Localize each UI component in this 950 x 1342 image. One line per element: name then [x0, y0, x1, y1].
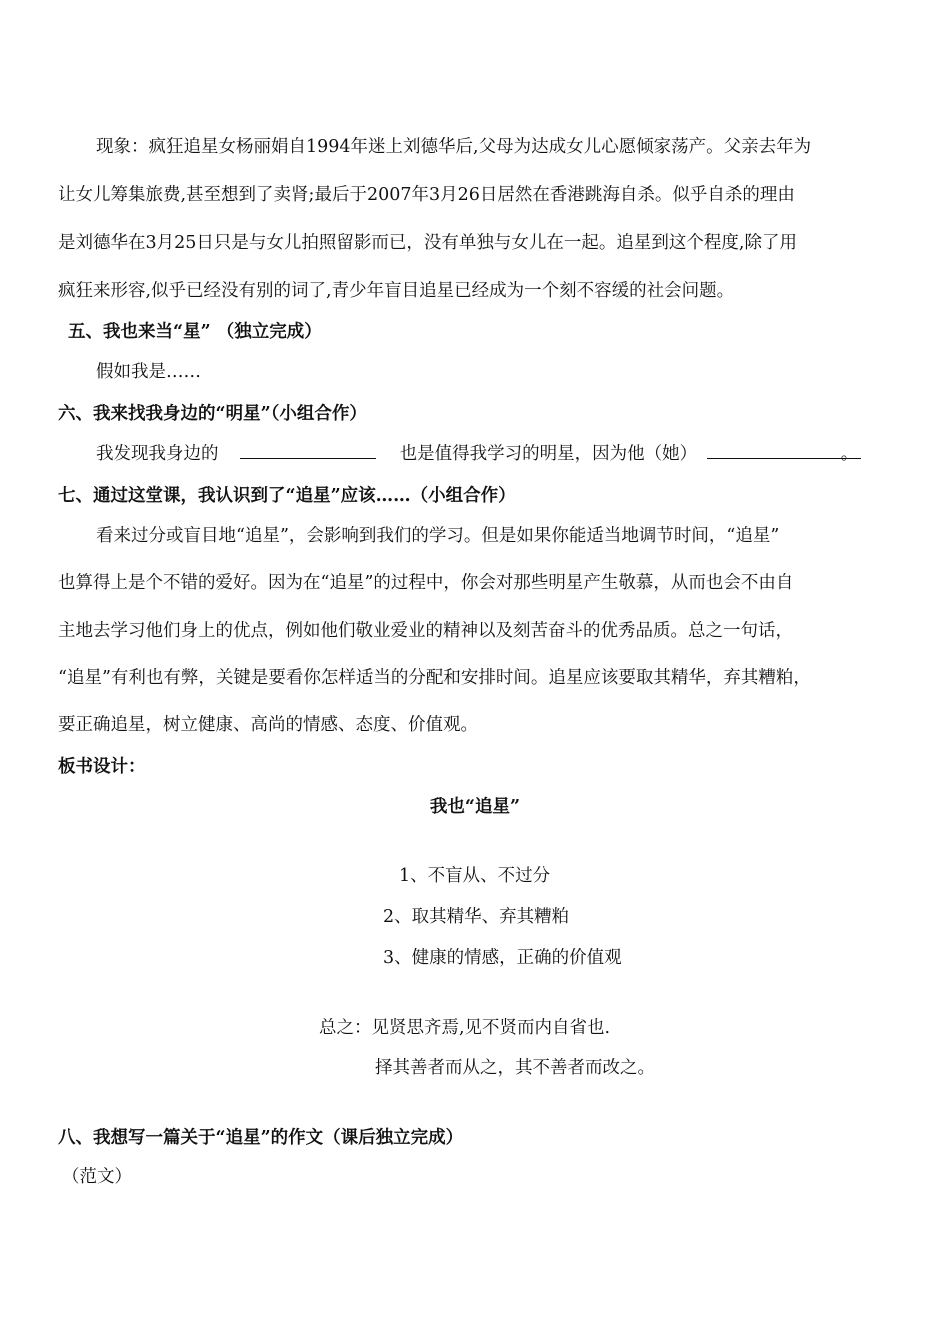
summary-line-1: 见贤思齐焉,见不贤而内自省也.	[371, 1018, 611, 1038]
section7-line-3: 主地去学习他们身上的优点，例如他们敬业爱业的精神以及刻苦奋斗的优秀品质。总之一句话，	[58, 621, 793, 641]
section8-heading: 八、我想写一篇关于“追星”的作文（课后独立完成）	[58, 1128, 464, 1148]
fill-blank-name[interactable]	[240, 440, 376, 459]
board-item-2: 2、取其精华、弃其糟粕	[383, 907, 570, 927]
section6-part2: 也是值得我学习的明星，因为他（她）	[399, 444, 698, 464]
section8-note: （范文）	[62, 1167, 132, 1187]
section6-sentence	[58, 440, 892, 465]
board-summary	[319, 1014, 892, 1039]
board-label: 板书设计：	[58, 757, 146, 777]
section6-part1: 我发现我身边的	[96, 444, 219, 464]
phenomenon-line-2: 让女儿筹集旅费,甚至想到了卖肾;最后于2007年3月26日居然在香港跳海自杀。似乎自杀的理由	[58, 185, 795, 205]
section5-heading: 五、我也来当“星” （独立完成）	[68, 322, 322, 342]
section6-heading: 六、我来找我身边的“明星”（小组合作）	[58, 404, 367, 424]
board-item-3: 3、健康的情感，正确的价值观	[383, 948, 622, 968]
section7-line-5: 要正确追星，树立健康、高尚的情感、态度、价值观。	[58, 715, 478, 735]
phenomenon-line-1: 现象：疯狂追星女杨丽娟自1994年迷上刘德华后,父母为达成女儿心愿倾家荡产。父亲去年为	[96, 137, 812, 157]
section5-text: 假如我是……	[96, 362, 201, 382]
section7-line-2: 也算得上是个不错的爱好。因为在“追星”的过程中，你会对那些明星产生敬慕，从而也会不由自	[58, 573, 794, 593]
section7-line-1: 看来过分或盲目地“追星”，会影响到我们的学习。但是如果你能适当地调节时间，“追星”	[96, 526, 780, 546]
fill-blank-reason[interactable]	[707, 440, 861, 464]
phenomenon-line-3: 是刘德华在3月25日只是与女儿拍照留影而已，没有单独与女儿在一起。追星到这个程度,除了用	[58, 233, 797, 253]
section7-line-4: “追星”有利也有弊，关键是要看你怎样适当的分配和安排时间。追星应该要取其精华，弃其糟粕，	[58, 668, 811, 688]
section7-heading: 七、通过这堂课，我认识到了“追星”应该……（小组合作）	[58, 486, 516, 506]
section6-end: 。	[840, 444, 859, 464]
summary-line-2: 择其善者而从之，其不善者而改之。	[375, 1058, 655, 1078]
board-title: 我也“追星”	[429, 797, 521, 817]
board-item-1: 1、不盲从、不过分	[399, 866, 551, 886]
phenomenon-line-4: 疯狂来形容,似乎已经没有别的词了,青少年盲目追星已经成为一个刻不容缓的社会问题。	[58, 281, 735, 301]
summary-label: 总之：	[319, 1018, 372, 1038]
